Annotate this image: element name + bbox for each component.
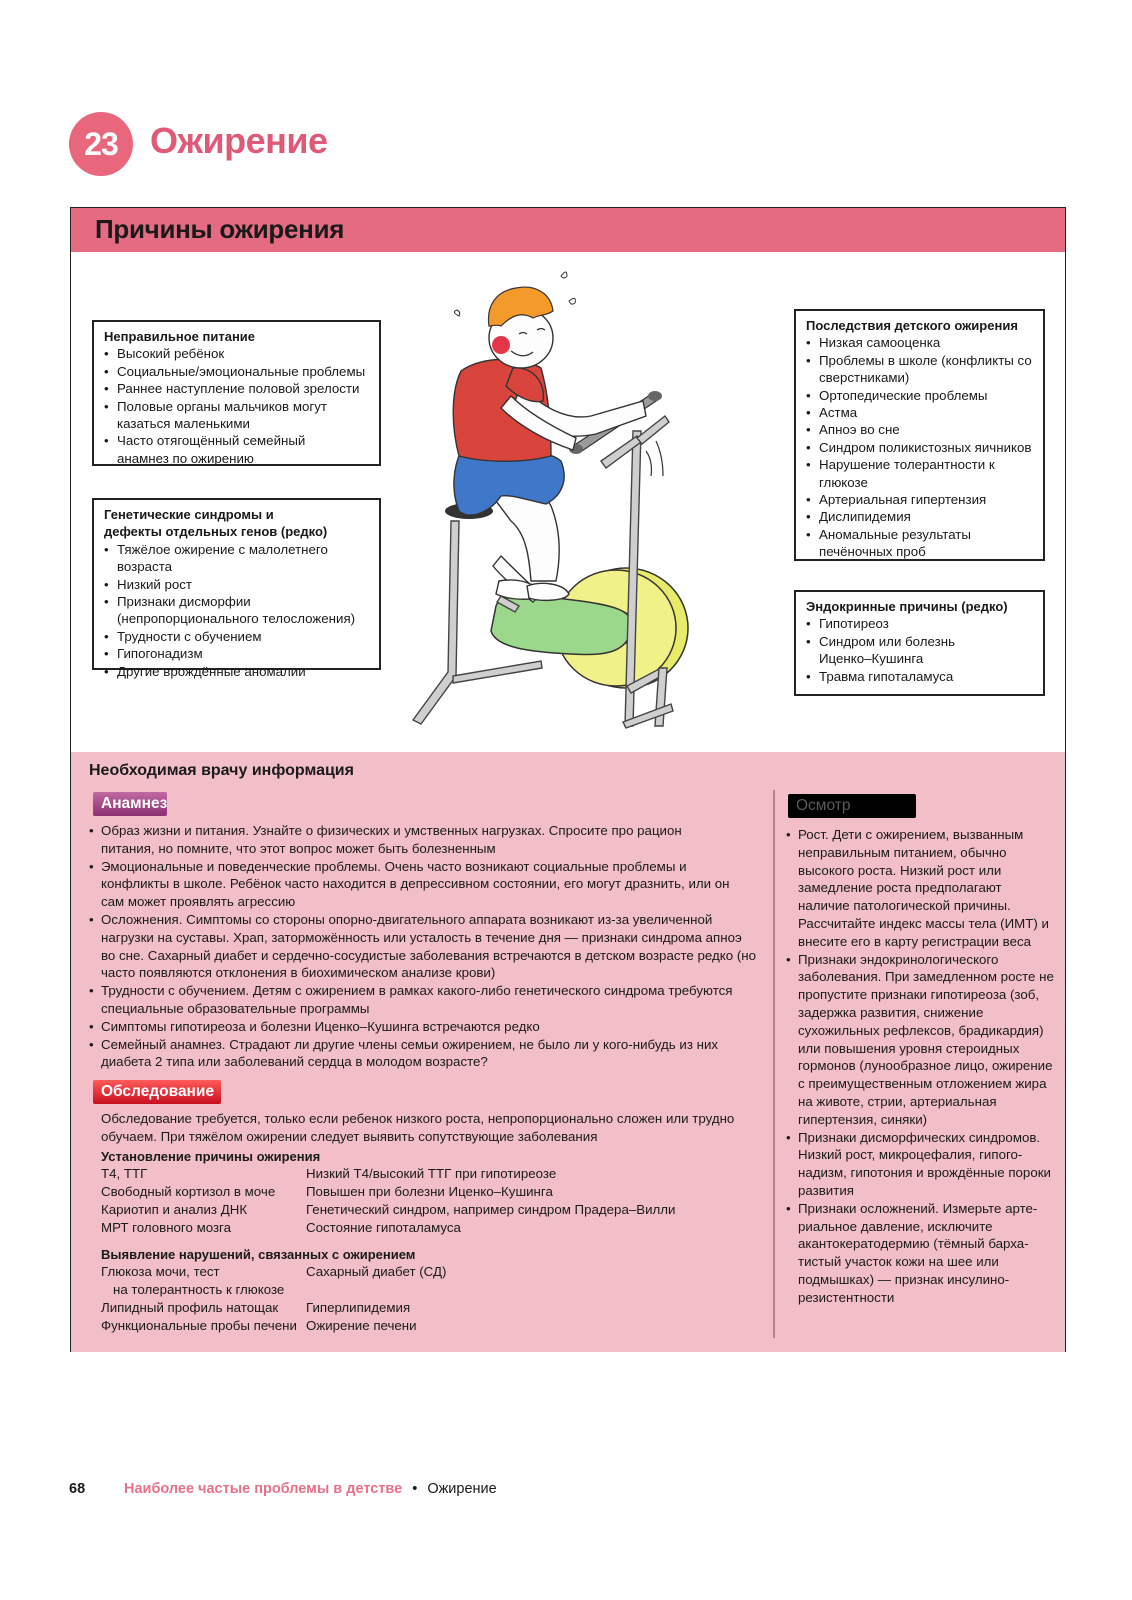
list-item: • Проблемы в школе (конфликты со сверстниками) xyxy=(806,352,1035,387)
page-footer xyxy=(69,1481,497,1497)
table-cell: Состояние гипоталамуса xyxy=(306,1220,461,1235)
list-item: • Социальные/эмоциональные проблемы xyxy=(104,363,371,380)
page-number: 68 xyxy=(69,1481,86,1497)
list-item: • Признаки осложнений. Измерьте артериальное давление, исключите акантокератодермию (тёмный бархатистый участок кожи на шее или подмышках) — признак инсулинорезистентности xyxy=(786,1200,1056,1307)
table-cell: Липидный профиль натощак xyxy=(101,1300,279,1315)
list-item: • Аномальные результаты печёночных проб xyxy=(806,526,1035,561)
column-divider xyxy=(773,790,775,1338)
list-item: • Артериальная гипертензия xyxy=(806,491,1035,508)
obsled-intro: Обследование требуется, только если ребенок низкого роста, непропорционально сложен или трудно обучаем. При тяжёлом ожирении следует выявить сопутствующие заболевания xyxy=(101,1111,735,1144)
list-item: • Образ жизни и питания. Узнайте о физических и умственных нагрузках. Спросите про рацион питания, но помните, что этот вопрос может быть болезненным xyxy=(89,822,759,858)
osmotr-list xyxy=(786,826,1056,1307)
table-cell: Повышен при болезни Иценко–Кушинга xyxy=(306,1184,553,1199)
list-item: • Признаки дисморфии (непропорционального телосложения) xyxy=(104,593,371,628)
list-item: • Признаки дисморфических синдромов. Низкий рост, микроцефалия, гипогонадизм, гипотония и врождённые пороки развития xyxy=(786,1129,1056,1200)
list-item: • Гипотиреоз xyxy=(806,615,1035,632)
list-item: • Нарушение толерантности к глюкозе xyxy=(806,456,1035,491)
list-item: • Семейный анамнез. Страдают ли другие члены семьи ожирением, не было ли у кого-нибудь из них диабета 2 типа или заболеваний сердца в молодом возрасте? xyxy=(89,1036,759,1072)
list-item: • Эмоциональные и поведенческие проблемы. Очень часто возникают социальные проблемы и конфликты в школе. Ребёнок часто находится в депрессивном состоянии, его могут дразнить, или он сам может проявлять агрессию xyxy=(89,858,759,911)
list-item: • Часто отягощённый семейный анамнез по ожирению xyxy=(104,432,371,467)
anamnez-list xyxy=(89,822,759,1071)
footer-separator: • xyxy=(412,1481,418,1497)
osmotr-label: Осмотр xyxy=(788,794,916,818)
table-cell: МРТ головного мозга xyxy=(101,1220,232,1235)
list-item: • Признаки эндокринологического заболевания. При замедленном росте не пропустите признаки гипотиреоза (зоб, задержка развития, снижение сухожильных рефлексов, брадикардия) или повышения уровня стероидных гормонов (лунообразное лицо, ожирение с преимущественным отложением жира на животе, стрии, артериальная гипертензия, синяки) xyxy=(786,951,1056,1129)
list-item: • Апноэ во сне xyxy=(806,421,1035,438)
table-cell: Генетический синдром, например синдром Прадера–Вилли xyxy=(306,1202,676,1217)
info-title: Необходимая врачу информация xyxy=(89,762,354,779)
table-cell: Функциональные пробы печени xyxy=(101,1318,297,1333)
anamnez-label: Анамнез xyxy=(93,792,167,816)
box-genetic xyxy=(92,498,381,679)
list-item: • Трудности с обучением. Детям с ожирением в рамках какого-либо генетического синдрома требуются специальные образовательные программы xyxy=(89,982,759,1018)
footer-chapter: Ожирение xyxy=(427,1481,497,1497)
table-cell: Свободный кортизол в моче xyxy=(101,1184,276,1199)
box-genetic-title: Генетические синдромы и дефекты отдельных генов (редко) xyxy=(104,507,328,540)
list-item: • Травма гипоталамуса xyxy=(806,668,1035,685)
causes-header-title: Причины ожирения xyxy=(95,214,345,244)
causes-header xyxy=(71,208,1065,252)
list-item: • Синдром или болезнь Иценко–Кушинга xyxy=(806,633,1035,668)
list-item: • Низкая самооценка xyxy=(806,334,1035,351)
box-consequences xyxy=(794,309,1045,561)
box-endocrine-title: Эндокринные причины (редко) xyxy=(806,599,1008,614)
doctor-info-section xyxy=(71,752,1065,1352)
list-item: • Половые органы мальчиков могут казаться маленькими xyxy=(104,398,371,433)
table-cell: Глюкоза мочи, тест xyxy=(101,1264,220,1279)
table-cell: Сахарный диабет (СД) xyxy=(306,1264,447,1279)
table-cell: Низкий Т4/высокий ТТГ при гипотиреозе xyxy=(306,1166,557,1181)
list-item: • Синдром поликистозных яичников xyxy=(806,439,1035,456)
chapter-number: 23 xyxy=(84,125,118,162)
list-item: • Симптомы гипотиреоза и болезни Иценко–Кушинга встречаются редко xyxy=(89,1018,759,1036)
box-nutrition-title: Неправильное питание xyxy=(104,329,256,344)
cause-subtitle: Установление причины ожирения xyxy=(101,1149,321,1164)
list-item: • Тяжёлое ожирение с малолетнего возраста xyxy=(104,541,371,576)
table-cell: Ожирение печени xyxy=(306,1318,417,1333)
chapter-number-badge xyxy=(69,112,133,176)
list-item: • Другие врождённые аномалии xyxy=(104,663,371,680)
list-item: • Ортопедические проблемы xyxy=(806,387,1035,404)
table-cell: Кариотип и анализ ДНК xyxy=(101,1202,248,1217)
list-item: • Осложнения. Симптомы со стороны опорно-двигательного аппарата возникают из-за увеличенной нагрузки на суставы. Храп, заторможённость или усталость в течение дня — признаки синдрома апноэ во сне. Сахарный диабет и сердечно-сосудистые заболевания встречаются в детском возрасте редко (но часто появляются отклонения в биохимическом анализе крови) xyxy=(89,911,759,982)
list-item: • Трудности с обучением xyxy=(104,628,371,645)
list-item: • Раннее наступление половой зрелости xyxy=(104,380,371,397)
list-item: • Низкий рост xyxy=(104,576,371,593)
obsled-label: Обследование xyxy=(93,1080,221,1104)
table-cell: Гиперлипидемия xyxy=(306,1300,411,1315)
chapter-title: Ожирение xyxy=(150,120,328,161)
box-consequences-title: Последствия детского ожирения xyxy=(806,318,1018,333)
box-endocrine xyxy=(794,590,1045,696)
complications-subtitle: Выявление нарушений, связанных с ожирением xyxy=(101,1247,416,1262)
table-cell: Т4, ТТГ xyxy=(101,1166,148,1181)
content-frame xyxy=(70,207,1066,1352)
list-item: • Рост. Дети с ожирением, вызванным неправильным питанием, обычно высокого роста. Низкий рост или замедление роста предполагают наличие патологической причины. Рассчитайте индекс массы тела (ИМТ) и внесите его в карту регистрации веса xyxy=(786,826,1056,951)
list-item: • Дислипидемия xyxy=(806,508,1035,525)
table-cell: на толерантность к глюкозе xyxy=(113,1282,285,1297)
footer-section: Наиболее частые проблемы в детстве xyxy=(124,1481,403,1497)
list-item: • Гипогонадизм xyxy=(104,645,371,662)
list-item: • Астма xyxy=(806,404,1035,421)
boy-on-exercise-bike-illustration xyxy=(401,256,711,731)
box-nutrition xyxy=(92,320,381,466)
list-item: • Высокий ребёнок xyxy=(104,345,371,362)
